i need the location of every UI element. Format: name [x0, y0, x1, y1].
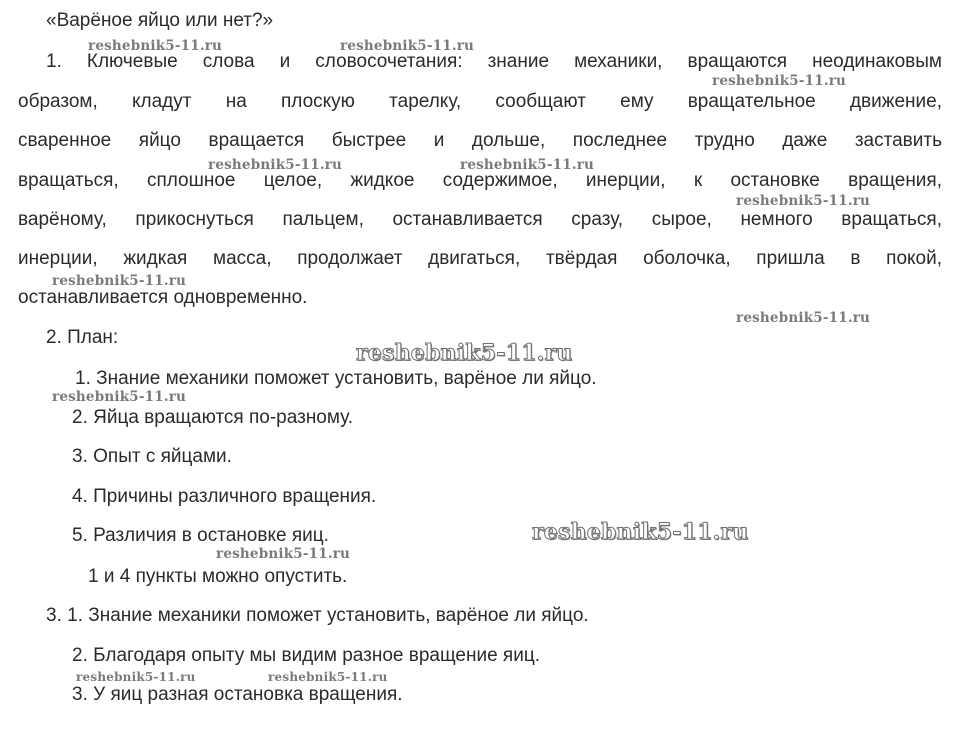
watermark: reshebnik5-11.ru	[208, 157, 343, 173]
watermark: reshebnik5-11.ru	[268, 670, 388, 684]
section3-item-2: 2. Благодаря опыту мы видим разное вращение яиц.	[72, 645, 540, 666]
watermark: reshebnik5-11.ru	[712, 73, 847, 89]
section1-line-7: останавливается одновременно.	[18, 287, 308, 308]
plan-note: 1 и 4 пункты можно опустить.	[88, 566, 348, 587]
plan-item-2: 2. Яйца вращаются по-разному.	[72, 407, 354, 428]
plan-item-5: 5. Различия в остановке яиц.	[72, 525, 329, 546]
watermark: reshebnik5-11.ru	[736, 193, 871, 209]
watermark: reshebnik5-11.ru	[88, 38, 223, 54]
section3-item-3: 3. У яиц разная остановка вращения.	[72, 684, 403, 705]
plan-item-1: 1. Знание механики поможет установить, варёное ли яйцо.	[75, 368, 597, 389]
watermark: reshebnik5-11.ru	[460, 157, 595, 173]
section3-item-1: 3. 1. Знание механики поможет установить, варёное ли яйцо.	[46, 605, 589, 626]
plan-item-4: 4. Причины различного вращения.	[72, 486, 377, 507]
section1-line-5: варёному, прикоснуться пальцем, останавливается сразу, сырое, немного вращаться,	[18, 209, 942, 230]
watermark: reshebnik5-11.ru	[340, 38, 475, 54]
section1-line-6: инерции, жидкая масса, продолжает двигаться, твёрдая оболочка, пришла в покой,	[18, 248, 942, 269]
watermark: reshebnik5-11.ru	[52, 273, 187, 289]
section1-line-1: 1. Ключевые слова и словосочетания: знание механики, вращаются неодинаковым	[46, 51, 942, 72]
plan-item-3: 3. Опыт с яйцами.	[72, 446, 232, 467]
watermark: reshebnik5-11.ru	[76, 670, 196, 684]
section1-line-2: образом, кладут на плоскую тарелку, сообщают ему вращательное движение,	[18, 91, 942, 112]
watermark: reshebnik5-11.ru	[736, 310, 871, 326]
section1-line-3: сваренное яйцо вращается быстрее и дольше, последнее трудно даже заставить	[18, 130, 942, 151]
watermark: reshebnik5-11.ru	[356, 340, 573, 366]
plan-heading: 2. План:	[46, 327, 119, 348]
section1-line-4: вращаться, сплошное целое, жидкое содержимое, инерции, к остановке вращения,	[18, 170, 942, 191]
document-title: «Варёное яйцо или нет?»	[46, 10, 274, 31]
watermark: reshebnik5-11.ru	[532, 519, 749, 545]
watermark: reshebnik5-11.ru	[52, 389, 187, 405]
watermark: reshebnik5-11.ru	[216, 546, 351, 562]
